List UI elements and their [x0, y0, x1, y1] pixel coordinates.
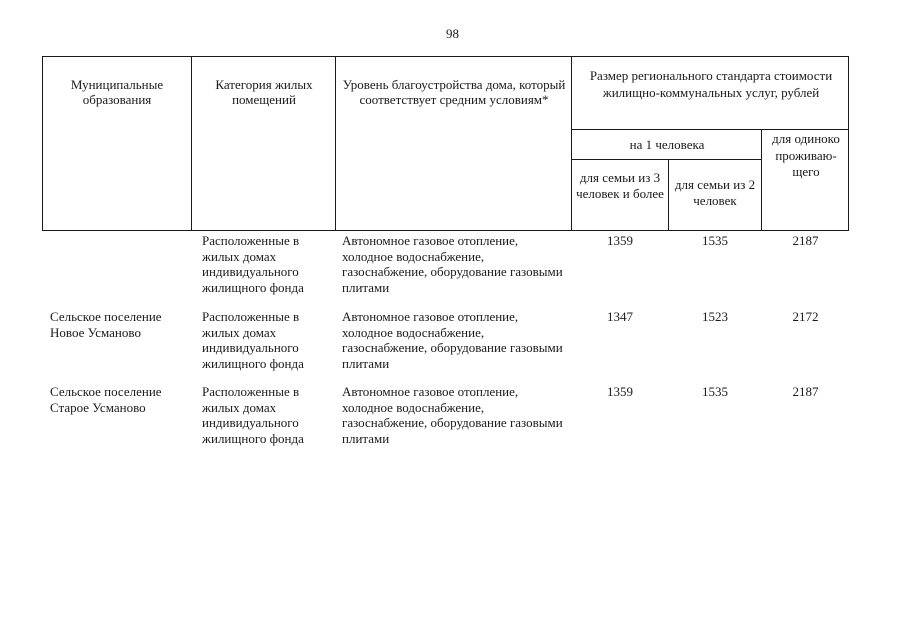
cell-category: Расположенные в жилых домах индивидуального жилищного фонда — [202, 384, 304, 446]
header-standard: Размер регионального стандарта стоимости жилищно-коммунальных услуг, рублей — [589, 68, 833, 100]
table-row — [42, 233, 849, 305]
cell-municipality: Сельское поселение Новое Усманово — [50, 309, 162, 340]
header-single: для одиноко проживаю-щего — [772, 131, 840, 179]
cell-municipality: Сельское поселение Старое Усманово — [50, 384, 162, 415]
cell-single: 2172 — [792, 309, 819, 324]
cell-category: Расположенные в жилых домах индивидуального жилищного фонда — [202, 309, 304, 371]
header-border-left — [42, 57, 43, 230]
cell-family2: 1535 — [702, 233, 728, 248]
header-family2: для семьи из 2 человек — [674, 177, 756, 208]
cell-family3: 1347 — [607, 309, 633, 324]
header-level: Уровень благоустройства дома, который соответствует средним условиям* — [342, 77, 566, 107]
header-divider-2 — [335, 57, 336, 230]
cell-level: Автономное газовое отопление, холодное водоснабжение, газоснабжение, оборудование газовыми плитами — [342, 384, 563, 446]
cell-single: 2187 — [792, 233, 819, 248]
header-hline-1 — [571, 129, 849, 130]
cell-category: Расположенные в жилых домах индивидуального жилищного фонда — [202, 233, 304, 295]
table-header — [42, 56, 849, 231]
header-divider-1 — [191, 57, 192, 230]
header-municipality: Муниципальные образования — [70, 77, 164, 107]
header-category: Категория жилых помещений — [215, 77, 313, 107]
cell-family2: 1523 — [702, 309, 728, 324]
cell-family2: 1535 — [702, 384, 728, 399]
header-per-person: на 1 человека — [629, 137, 705, 152]
table-row — [42, 309, 849, 381]
cell-single: 2187 — [792, 384, 819, 399]
table-row — [42, 384, 849, 456]
header-hline-2 — [571, 159, 762, 160]
cell-level: Автономное газовое отопление, холодное водоснабжение, газоснабжение, оборудование газовыми плитами — [342, 233, 563, 295]
cell-family3: 1359 — [607, 233, 633, 248]
cell-level: Автономное газовое отопление, холодное водоснабжение, газоснабжение, оборудование газовыми плитами — [342, 309, 563, 371]
cell-family3: 1359 — [607, 384, 633, 399]
header-divider-5 — [668, 159, 669, 230]
header-border-right — [848, 57, 849, 230]
page-number: 98 — [446, 26, 459, 41]
header-family3: для семьи из 3 человек и более — [576, 170, 664, 201]
